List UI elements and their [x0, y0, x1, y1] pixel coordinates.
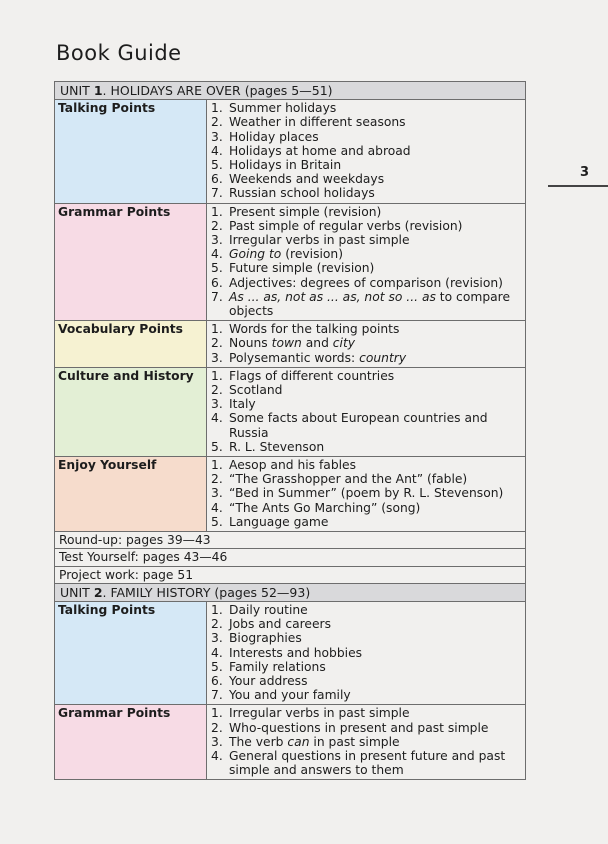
item-number: 3. — [211, 397, 223, 412]
item-text-part: Summer holidays — [229, 101, 337, 116]
list-item — [211, 219, 521, 233]
item-text-part: Who-questions in present and past simple — [229, 720, 489, 735]
item-text-part: Irregular verbs in past simple — [229, 706, 410, 721]
list-item — [211, 233, 521, 247]
summary-cell: Project work: page 51 — [55, 566, 526, 583]
list-item — [211, 411, 521, 439]
list-item — [211, 290, 521, 318]
item-number: 6. — [211, 172, 223, 187]
item-text-part: Russian school holidays — [229, 186, 375, 201]
item-text-part: Polysemantic words: — [229, 350, 360, 365]
section-category: Grammar Points — [55, 705, 207, 780]
item-text — [229, 486, 521, 500]
item-number: 2. — [211, 472, 223, 487]
item-number: 5. — [211, 158, 223, 173]
item-text-part: You and your family — [229, 688, 351, 703]
item-list — [211, 706, 521, 777]
summary-row — [55, 549, 526, 566]
item-number: 4. — [211, 500, 223, 515]
unit-number: 1 — [93, 83, 103, 98]
list-item — [211, 735, 521, 749]
unit-header — [55, 82, 526, 100]
list-item — [211, 261, 521, 275]
item-number: 2. — [211, 383, 223, 398]
item-text-part: town — [271, 336, 302, 351]
item-text — [229, 749, 521, 777]
section-items — [207, 100, 526, 203]
item-text — [229, 186, 521, 200]
item-number: 1. — [211, 322, 223, 337]
item-text — [229, 472, 521, 486]
item-number: 5. — [211, 514, 223, 529]
section-items — [207, 457, 526, 532]
item-text-part: city — [332, 336, 356, 351]
item-text-part: “The Ants Go Marching” (song) — [229, 500, 421, 515]
item-text — [229, 247, 521, 261]
list-item — [211, 749, 521, 777]
item-text — [229, 501, 521, 515]
list-item — [211, 276, 521, 290]
item-text — [229, 172, 521, 186]
item-text-part: Some facts about European countries and Russia — [229, 411, 488, 440]
item-text-part: country — [359, 350, 407, 365]
item-number: 6. — [211, 673, 223, 688]
section-row — [55, 705, 526, 780]
item-text — [229, 721, 521, 735]
item-text — [229, 369, 521, 383]
item-text-part: Going to — [229, 247, 282, 262]
summary-row — [55, 566, 526, 583]
list-item — [211, 115, 521, 129]
item-text-part: The verb — [229, 734, 288, 749]
item-number: 2. — [211, 115, 223, 130]
item-text — [229, 631, 521, 645]
item-text-part: Irregular verbs in past simple — [229, 233, 410, 248]
item-text-part: Adjectives: degrees of comparison (revision) — [229, 275, 503, 290]
item-text-part: Present simple (revision) — [229, 204, 382, 219]
item-number: 2. — [211, 336, 223, 351]
item-text — [229, 101, 521, 115]
item-text-part: Future simple (revision) — [229, 261, 375, 276]
item-list — [211, 322, 521, 365]
item-number: 1. — [211, 368, 223, 383]
item-text-part: “The Grasshopper and the Ant” (fable) — [229, 472, 468, 487]
item-number: 4. — [211, 748, 223, 763]
item-text — [229, 233, 521, 247]
item-text — [229, 383, 521, 397]
unit-label: UNIT — [60, 584, 90, 600]
item-number: 2. — [211, 617, 223, 632]
list-item — [211, 336, 521, 350]
item-text — [229, 261, 521, 275]
item-number: 3. — [211, 486, 223, 501]
item-text — [229, 660, 521, 674]
item-text-part: “Bed in Summer” (poem by R. L. Stevenson) — [229, 486, 504, 501]
item-text — [229, 603, 521, 617]
item-text-part: General questions in present future and past simple and answers to them — [229, 748, 506, 778]
item-text-part: Words for the talking points — [229, 322, 400, 337]
item-number: 5. — [211, 439, 223, 454]
item-text-part: Family relations — [229, 659, 326, 674]
item-text-part: As ... as, not as ... as, not so ... as — [229, 289, 436, 304]
list-item — [211, 369, 521, 383]
list-item — [211, 660, 521, 674]
item-number: 2. — [211, 218, 223, 233]
section-row — [55, 203, 526, 321]
item-text-part: Italy — [229, 397, 256, 412]
item-text-part: in past simple — [309, 734, 400, 749]
item-text — [229, 336, 521, 350]
item-number: 1. — [211, 706, 223, 721]
list-item — [211, 351, 521, 365]
unit-number: 2 — [93, 584, 103, 600]
list-item — [211, 603, 521, 617]
item-text — [229, 290, 521, 318]
unit-header — [55, 583, 526, 601]
item-number: 5. — [211, 659, 223, 674]
item-text-part: R. L. Stevenson — [229, 439, 325, 454]
item-text-part: Weekends and weekdays — [229, 172, 385, 187]
item-text-part: Weather in different seasons — [229, 115, 406, 130]
section-items — [207, 601, 526, 704]
item-number: 1. — [211, 204, 223, 219]
item-number: 2. — [211, 720, 223, 735]
item-number: 1. — [211, 458, 223, 473]
list-item — [211, 440, 521, 454]
section-category: Enjoy Yourself — [55, 457, 207, 532]
list-item — [211, 646, 521, 660]
list-item — [211, 130, 521, 144]
item-number: 7. — [211, 289, 223, 304]
item-number: 6. — [211, 275, 223, 290]
list-item — [211, 688, 521, 702]
item-number: 3. — [211, 350, 223, 365]
item-number: 7. — [211, 186, 223, 201]
item-text-part: Holiday places — [229, 129, 319, 144]
item-list — [211, 205, 521, 319]
item-list — [211, 369, 521, 454]
section-row — [55, 100, 526, 203]
item-text — [229, 322, 521, 336]
item-text — [229, 735, 521, 749]
book-guide-table — [54, 81, 526, 780]
item-text-part: Your address — [229, 673, 308, 688]
list-item — [211, 247, 521, 261]
section-category: Vocabulary Points — [55, 321, 207, 368]
item-number: 4. — [211, 411, 223, 426]
list-item — [211, 472, 521, 486]
item-number: 1. — [211, 602, 223, 617]
unit-name: . HOLIDAYS ARE OVER (pages 5—51) — [102, 83, 333, 98]
item-text-part: Nouns — [229, 336, 272, 351]
item-list — [211, 603, 521, 702]
item-text-part: and — [301, 336, 333, 351]
item-text — [229, 617, 521, 631]
section-category: Talking Points — [55, 100, 207, 203]
item-number: 4. — [211, 247, 223, 262]
item-text-part: Flags of different countries — [229, 368, 395, 383]
list-item — [211, 144, 521, 158]
section-category: Talking Points — [55, 601, 207, 704]
item-number: 4. — [211, 143, 223, 158]
item-text-part: Daily routine — [229, 602, 308, 617]
item-text-part: (revision) — [281, 247, 344, 262]
item-text — [229, 276, 521, 290]
section-row — [55, 367, 526, 456]
item-text — [229, 688, 521, 702]
unit-header-row — [55, 583, 526, 601]
item-text-part: Interests and hobbies — [229, 645, 363, 660]
list-item — [211, 172, 521, 186]
item-text — [229, 130, 521, 144]
section-items — [207, 203, 526, 321]
item-number: 4. — [211, 645, 223, 660]
item-text-part: can — [287, 734, 310, 749]
item-text-part: Biographies — [229, 631, 302, 646]
list-item — [211, 383, 521, 397]
page-number: 3 — [580, 165, 590, 180]
section-row — [55, 321, 526, 368]
book-guide-body — [55, 82, 526, 780]
section-items — [207, 705, 526, 780]
item-text-part: Jobs and careers — [229, 617, 331, 632]
list-item — [211, 101, 521, 115]
item-text-part: Scotland — [229, 383, 283, 398]
page-number-rule — [548, 185, 608, 187]
item-number: 3. — [211, 734, 223, 749]
item-text — [229, 515, 521, 529]
unit-label: UNIT — [60, 83, 90, 98]
unit-header-row — [55, 82, 526, 100]
item-text-part: Holidays at home and abroad — [229, 143, 411, 158]
item-text — [229, 440, 521, 454]
list-item — [211, 486, 521, 500]
page-title: Book Guide — [56, 41, 182, 65]
item-text-part: Past simple of regular verbs (revision) — [229, 218, 463, 233]
list-item — [211, 186, 521, 200]
item-text — [229, 706, 521, 720]
item-text — [229, 674, 521, 688]
list-item — [211, 674, 521, 688]
section-category: Culture and History — [55, 367, 207, 456]
list-item — [211, 458, 521, 472]
list-item — [211, 397, 521, 411]
section-items — [207, 367, 526, 456]
list-item — [211, 501, 521, 515]
item-text — [229, 397, 521, 411]
section-items — [207, 321, 526, 368]
summary-row — [55, 532, 526, 549]
summary-cell: Test Yourself: pages 43—46 — [55, 549, 526, 566]
list-item — [211, 322, 521, 336]
item-list — [211, 458, 521, 529]
item-text — [229, 115, 521, 129]
item-text — [229, 646, 521, 660]
list-item — [211, 617, 521, 631]
item-text — [229, 351, 521, 365]
list-item — [211, 721, 521, 735]
item-text — [229, 158, 521, 172]
item-text — [229, 205, 521, 219]
section-row — [55, 457, 526, 532]
item-number: 3. — [211, 631, 223, 646]
item-text-part: Aesop and his fables — [229, 458, 357, 473]
item-number: 3. — [211, 129, 223, 144]
unit-name: . FAMILY HISTORY (pages 52—93) — [102, 584, 311, 600]
item-text — [229, 219, 521, 233]
item-list — [211, 101, 521, 200]
item-text-part: Holidays in Britain — [229, 158, 342, 173]
item-number: 7. — [211, 688, 223, 703]
item-number: 3. — [211, 233, 223, 248]
item-number: 5. — [211, 261, 223, 276]
list-item — [211, 706, 521, 720]
item-text-part: Language game — [229, 514, 329, 529]
item-text — [229, 458, 521, 472]
item-text-part: to compare objects — [229, 289, 511, 319]
list-item — [211, 158, 521, 172]
list-item — [211, 631, 521, 645]
item-number: 1. — [211, 101, 223, 116]
item-text — [229, 144, 521, 158]
section-row — [55, 601, 526, 704]
summary-cell: Round-up: pages 39—43 — [55, 532, 526, 549]
item-text — [229, 411, 521, 439]
list-item — [211, 515, 521, 529]
list-item — [211, 205, 521, 219]
section-category: Grammar Points — [55, 203, 207, 321]
